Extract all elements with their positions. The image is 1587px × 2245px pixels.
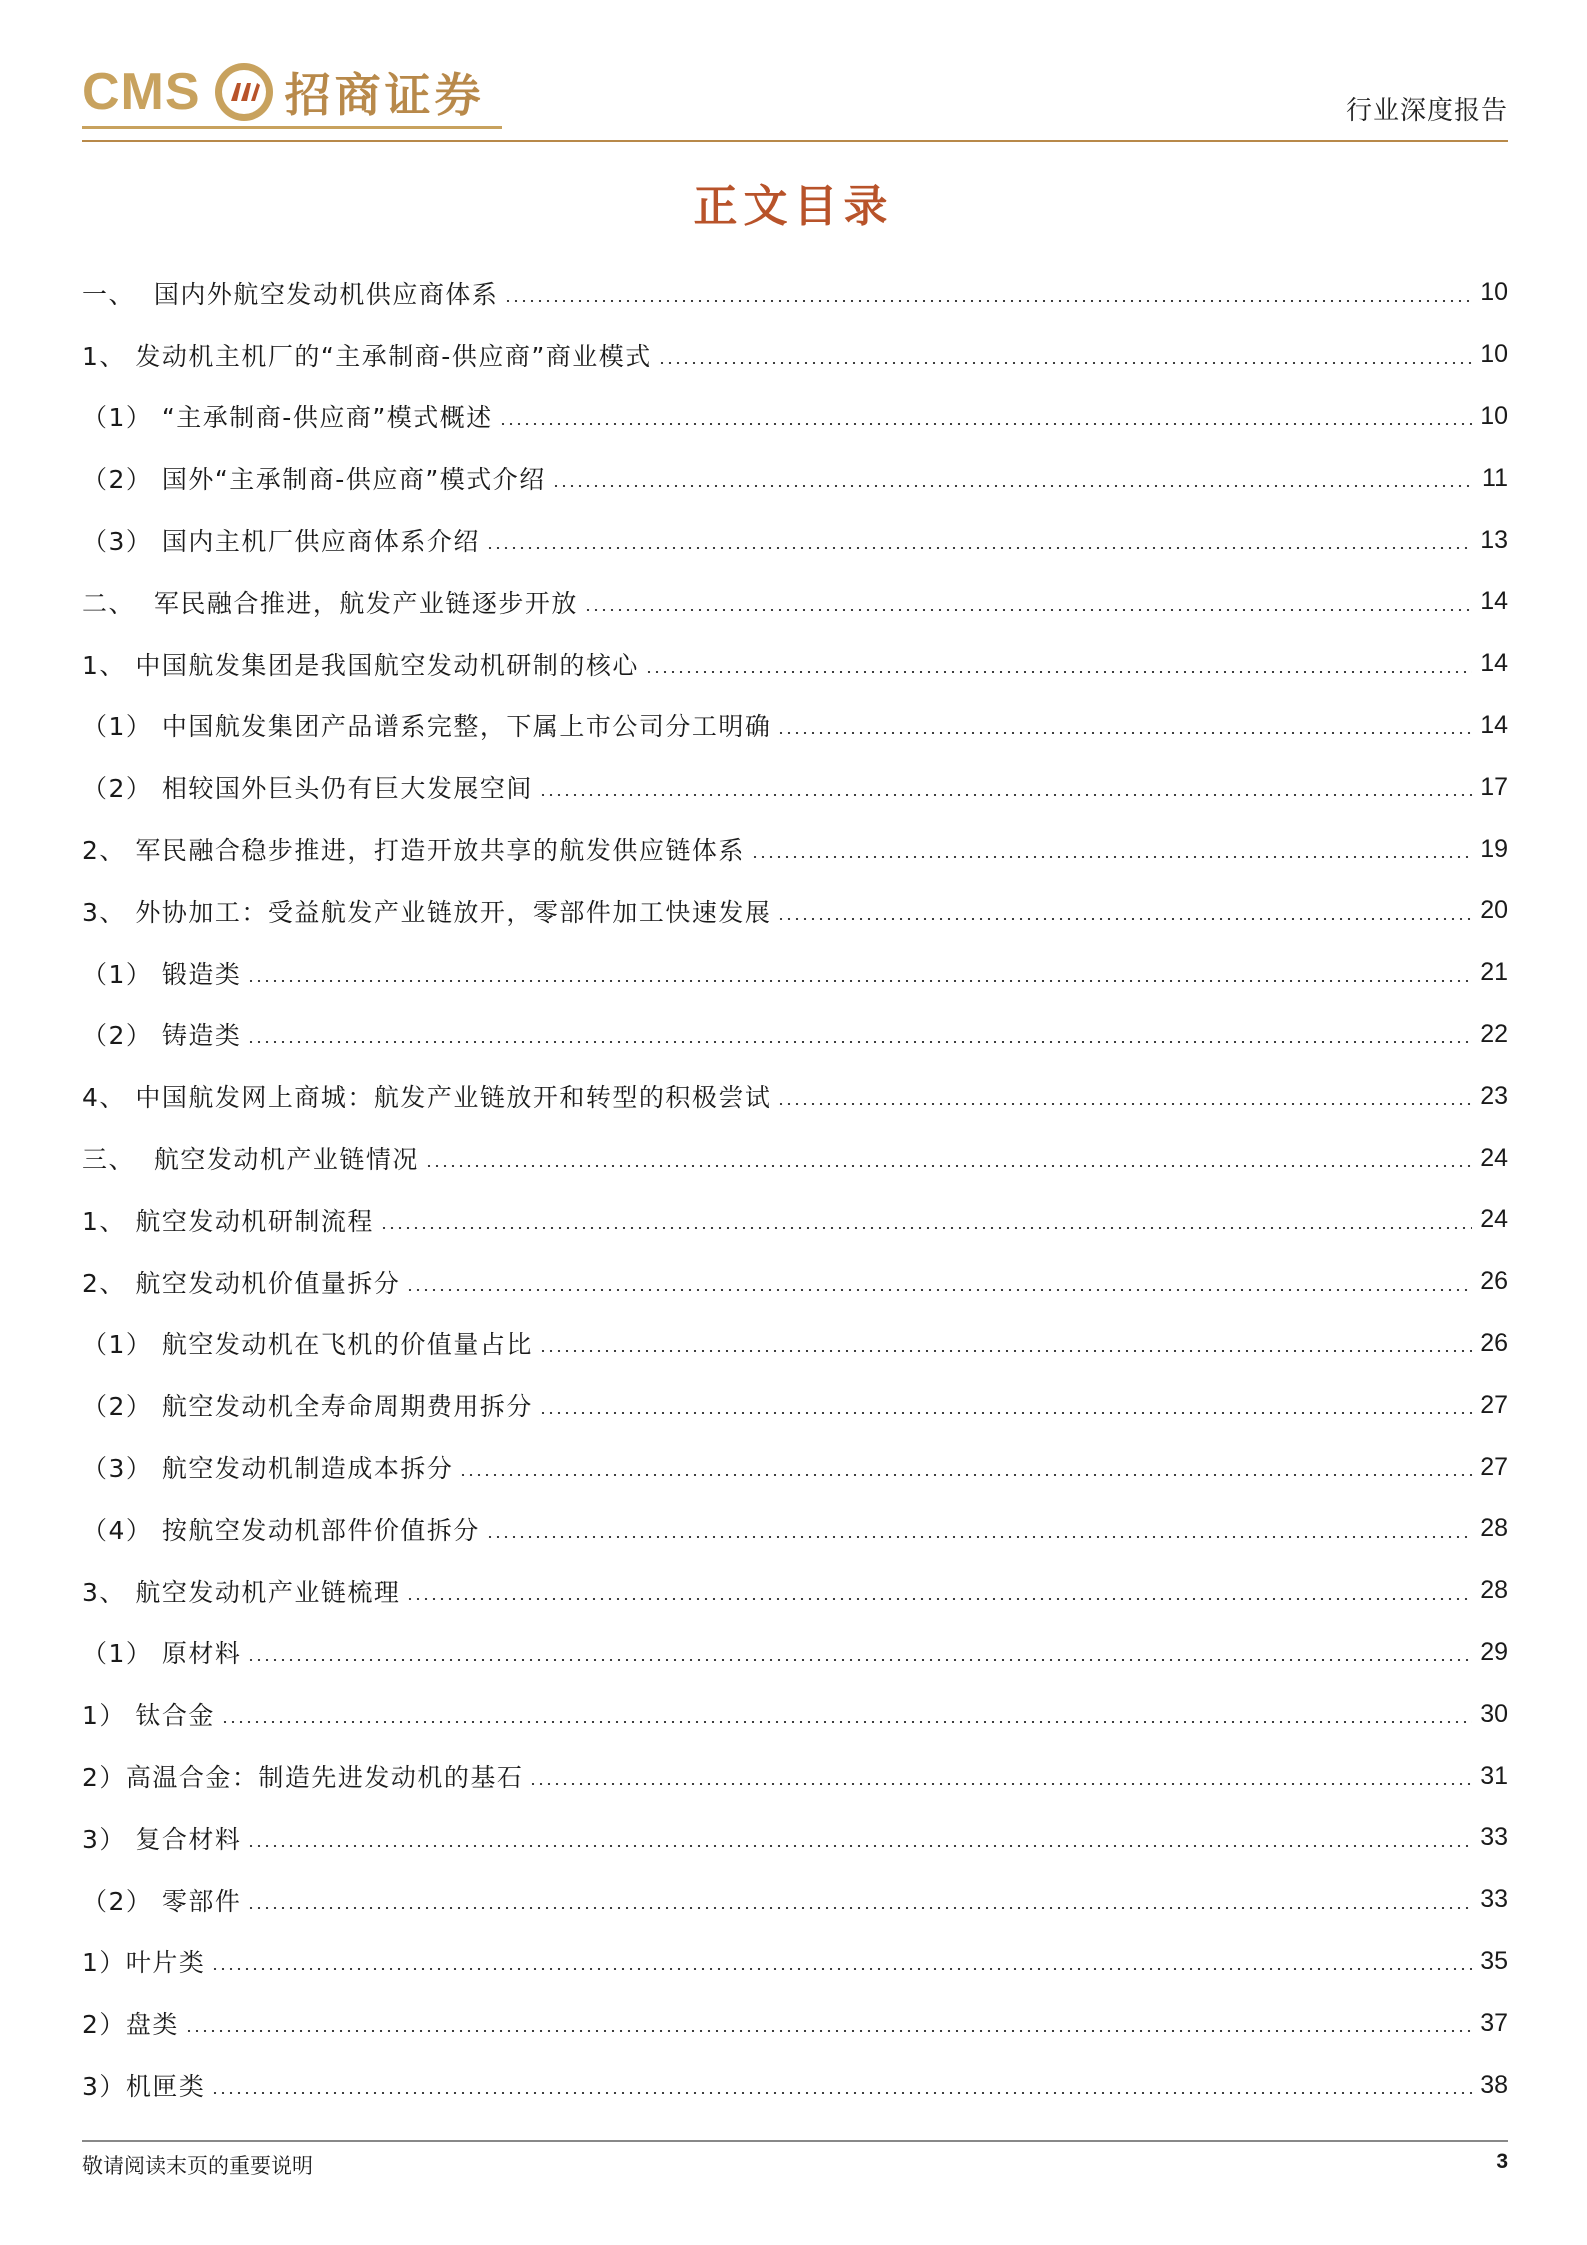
- toc-entry[interactable]: [82, 571, 1508, 633]
- table-of-contents: [82, 262, 1508, 2116]
- toc-entry-page: 20: [1480, 896, 1508, 925]
- logo: [82, 52, 485, 132]
- toc-dot-leader: [406, 1598, 1472, 1600]
- toc-entry-label: 2）盘类: [82, 2010, 179, 2040]
- toc-entry[interactable]: [82, 818, 1508, 880]
- toc-dot-leader: [247, 980, 1472, 982]
- toc-entry-label: （2） 航空发动机全寿命周期费用拆分: [82, 1392, 533, 1422]
- toc-entry-page: 31: [1480, 1761, 1508, 1790]
- toc-dot-leader: [406, 1289, 1472, 1291]
- toc-entry-label: （2） 国外“主承制商-供应商”模式介绍: [82, 465, 546, 495]
- toc-entry-page: 19: [1480, 834, 1508, 863]
- toc-entry-page: 14: [1480, 587, 1508, 616]
- footer-divider: [82, 2140, 1508, 2142]
- toc-dot-leader: [211, 2092, 1472, 2094]
- toc-entry[interactable]: [82, 1374, 1508, 1436]
- toc-dot-leader: [185, 2030, 1472, 2032]
- toc-dot-leader: [459, 1474, 1472, 1476]
- toc-entry[interactable]: [82, 1807, 1508, 1869]
- toc-dot-leader: [552, 485, 1472, 487]
- toc-dot-leader: [539, 794, 1472, 796]
- toc-dot-leader: [425, 1165, 1472, 1167]
- toc-entry-page: 33: [1480, 1823, 1508, 1852]
- toc-entry[interactable]: [82, 1004, 1508, 1066]
- toc-entry-label: 3、 航空发动机产业链梳理: [82, 1577, 401, 1607]
- toc-entry-label: （3） 航空发动机制造成本拆分: [82, 1454, 454, 1484]
- toc-entry[interactable]: [82, 1127, 1508, 1189]
- toc-dot-leader: [247, 1041, 1472, 1043]
- toc-entry-label: （2） 铸造类: [82, 1021, 242, 1051]
- toc-entry-page: 27: [1480, 1390, 1508, 1419]
- toc-entry-label: 3）机匣类: [82, 2072, 206, 2101]
- toc-entry[interactable]: [82, 386, 1508, 448]
- toc-entry-page: 14: [1480, 710, 1508, 739]
- toc-entry[interactable]: [82, 1992, 1508, 2054]
- toc-entry[interactable]: [82, 1251, 1508, 1313]
- toc-dot-leader: [486, 1536, 1472, 1538]
- toc-entry-page: 35: [1480, 1946, 1508, 1975]
- toc-entry-page: 21: [1480, 958, 1508, 987]
- toc-entry-label: 1、 中国航发集团是我国航空发动机研制的核心: [82, 650, 639, 680]
- toc-dot-leader: [499, 423, 1472, 425]
- toc-entry[interactable]: [82, 1683, 1508, 1745]
- toc-entry-page: 30: [1480, 1699, 1508, 1728]
- toc-entry-page: 27: [1480, 1452, 1508, 1481]
- toc-dot-leader: [221, 1721, 1472, 1723]
- toc-entry-label: 1、 发动机主机厂的“主承制商-供应商”商业模式: [82, 341, 652, 371]
- toc-dot-leader: [529, 1783, 1472, 1785]
- toc-entry-label: 1） 钛合金: [82, 1701, 215, 1731]
- toc-entry-label: 三、 航空发动机产业链情况: [82, 1145, 419, 1175]
- toc-entry[interactable]: [82, 1313, 1508, 1375]
- logo-chinese-name: 招商证券: [284, 68, 485, 122]
- toc-dot-leader: [211, 1968, 1472, 1970]
- toc-entry-label: （1） “主承制商-供应商”模式概述: [82, 403, 493, 433]
- toc-entry[interactable]: [82, 509, 1508, 571]
- page-number: 3: [1496, 2150, 1508, 2173]
- toc-entry-label: （1） 原材料: [82, 1639, 242, 1669]
- toc-dot-leader: [777, 918, 1472, 920]
- toc-dot-leader: [584, 609, 1472, 611]
- toc-dot-leader: [777, 732, 1472, 734]
- toc-entry[interactable]: [82, 1931, 1508, 1993]
- toc-entry-page: 10: [1480, 278, 1508, 307]
- toc-entry[interactable]: [82, 262, 1508, 324]
- toc-dot-leader: [247, 1659, 1472, 1661]
- toc-dot-leader: [658, 362, 1472, 364]
- toc-entry-label: （2） 零部件: [82, 1886, 242, 1916]
- toc-entry-page: 28: [1480, 1576, 1508, 1605]
- logo-emblem-icon: [213, 61, 275, 123]
- footer-note: 敬请阅读末页的重要说明: [82, 2154, 313, 2178]
- toc-entry-label: 一、 国内外航空发动机供应商体系: [82, 279, 499, 309]
- toc-dot-leader: [504, 300, 1472, 302]
- toc-dot-leader: [539, 1412, 1472, 1414]
- toc-entry[interactable]: [82, 756, 1508, 818]
- toc-dot-leader: [751, 856, 1472, 858]
- toc-entry-page: 10: [1480, 401, 1508, 430]
- toc-entry-label: （4） 按航空发动机部件价值拆分: [82, 1515, 480, 1545]
- toc-entry[interactable]: [82, 1189, 1508, 1251]
- toc-dot-leader: [247, 1845, 1472, 1847]
- toc-entry-label: 3、 外协加工：受益航发产业链放开，零部件加工快速发展: [82, 897, 772, 927]
- toc-entry-page: 24: [1480, 1205, 1508, 1234]
- header-divider: [82, 140, 1508, 142]
- toc-entry-label: 二、 军民融合推进，航发产业链逐步开放: [82, 588, 578, 618]
- toc-entry-page: 10: [1480, 340, 1508, 369]
- toc-entry-label: （1） 航空发动机在飞机的价值量占比: [82, 1330, 533, 1360]
- toc-entry-page: 23: [1480, 1081, 1508, 1110]
- toc-entry[interactable]: [82, 942, 1508, 1004]
- toc-entry[interactable]: [82, 1498, 1508, 1560]
- toc-entry[interactable]: [82, 2054, 1508, 2116]
- toc-entry-page: 38: [1480, 2070, 1508, 2099]
- toc-entry-page: 37: [1480, 2008, 1508, 2037]
- toc-entry[interactable]: [82, 695, 1508, 757]
- report-type: 行业深度报告: [1345, 96, 1508, 126]
- toc-entry[interactable]: [82, 447, 1508, 509]
- logo-underline: [82, 126, 502, 129]
- logo-text: CMS: [82, 63, 201, 121]
- toc-entry[interactable]: [82, 633, 1508, 695]
- toc-entry-label: （1） 锻造类: [82, 959, 242, 989]
- toc-entry-page: 14: [1480, 649, 1508, 678]
- page-header: [82, 52, 1508, 142]
- page-title: 正文目录: [693, 181, 894, 232]
- toc-entry-label: 1、 航空发动机研制流程: [82, 1206, 374, 1236]
- toc-entry[interactable]: [82, 1560, 1508, 1622]
- toc-entry[interactable]: [82, 1622, 1508, 1684]
- toc-entry-page: 28: [1480, 1514, 1508, 1543]
- toc-entry-page: 13: [1480, 525, 1508, 554]
- toc-entry-page: 26: [1480, 1328, 1508, 1357]
- toc-dot-leader: [247, 1907, 1472, 1909]
- toc-entry[interactable]: [82, 880, 1508, 942]
- toc-entry-page: 29: [1480, 1637, 1508, 1666]
- toc-entry-label: （2） 相较国外巨头仍有巨大发展空间: [82, 774, 533, 804]
- toc-entry-label: 2、 军民融合稳步推进，打造开放共享的航发供应链体系: [82, 836, 745, 866]
- toc-entry-page: 26: [1480, 1267, 1508, 1296]
- toc-entry-label: 2、 航空发动机价值量拆分: [82, 1268, 401, 1298]
- toc-entry-label: （1） 中国航发集团产品谱系完整，下属上市公司分工明确: [82, 712, 772, 742]
- toc-entry[interactable]: [82, 1745, 1508, 1807]
- toc-entry[interactable]: [82, 324, 1508, 386]
- toc-entry-label: 3） 复合材料: [82, 1824, 242, 1854]
- toc-dot-leader: [777, 1103, 1472, 1105]
- toc-entry-label: 4、 中国航发网上商城：航发产业链放开和转型的积极尝试: [82, 1083, 772, 1113]
- toc-entry-label: 1）叶片类: [82, 1948, 206, 1978]
- toc-entry-label: （3） 国内主机厂供应商体系介绍: [82, 527, 480, 557]
- toc-entry-page: 11: [1482, 463, 1508, 492]
- toc-dot-leader: [539, 1350, 1472, 1352]
- toc-entry-page: 24: [1480, 1143, 1508, 1172]
- toc-entry-page: 17: [1480, 772, 1508, 801]
- toc-dot-leader: [486, 547, 1472, 549]
- toc-dot-leader: [380, 1227, 1472, 1229]
- toc-dot-leader: [645, 671, 1472, 673]
- toc-entry[interactable]: [82, 1436, 1508, 1498]
- toc-entry-page: 22: [1480, 1019, 1508, 1048]
- toc-entry-label: 2）高温合金：制造先进发动机的基石: [82, 1763, 524, 1793]
- toc-entry[interactable]: [82, 1869, 1508, 1931]
- toc-entry-page: 33: [1480, 1885, 1508, 1914]
- toc-entry[interactable]: [82, 1065, 1508, 1127]
